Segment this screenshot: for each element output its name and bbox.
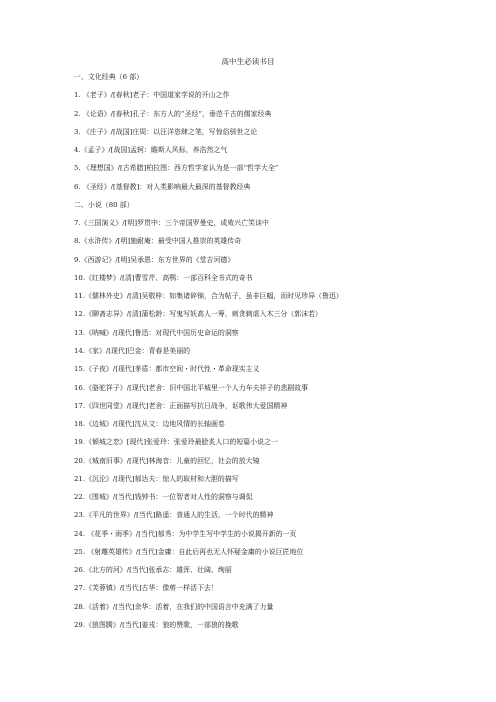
list-item: 14.《家》/[现代]巴金：青春是美丽的 xyxy=(74,346,191,355)
book-list xyxy=(74,72,494,638)
list-item: 5. 《理想国》/[古希腊]柏拉图：西方哲学家认为是一部“哲学大全” xyxy=(74,164,279,173)
list-item: 4.《孟子》/[战国]孟轲：瞻斯人风标，养浩然之气 xyxy=(74,146,228,155)
list-item: 16.《骆驼祥子》/[现代]老舍：旧中国北平城里一个人力车夫祥子的悲剧故事 xyxy=(74,383,309,392)
list-item: 8.《水浒传》/[明]施耐庵：最受中国人推崇的英雄传奇 xyxy=(74,237,242,246)
section-heading-novels: 二、小说（80 部） xyxy=(74,200,134,209)
list-item: 24. 《花季・雨季》/[当代]郁秀：为中学生写中学生的小说揭开新的一页 xyxy=(74,529,297,538)
list-item: 9.《西游记》/[明]吴承恩：东方世界的《堂吉诃德》 xyxy=(74,255,235,264)
list-item: 21.《沉沦》/[现代]郁达夫：惊人的取材和大胆的描写 xyxy=(74,474,239,483)
list-item: 27.《芙蓉镇》/[当代]古华：像剪一样活下去！ xyxy=(74,584,218,593)
list-item: 25. 《射雕英雄传》/[当代]金庸：自此后再也无人怀疑金庸的小说巨匠地位 xyxy=(74,547,304,556)
list-item: 7.《三国演义》/[明]罗贯中：三个帝国罗曼史，成败兴亡笑谈中 xyxy=(74,219,269,228)
list-item: 20.《城南旧事》/[现代]林海音：儿童的回忆，社会的放大镜 xyxy=(74,456,260,465)
page-title: 高中生必读书目 xyxy=(221,57,275,66)
list-item: 22.《围城》/[当代]钱钟书：一位智者对人性的洞察与调侃 xyxy=(74,493,253,502)
list-item: 12.《聊斋志异》/[清]蒲松龄：写鬼写妖高人一筹，刺贪刺虐入木三分（郭沫若） xyxy=(74,310,322,319)
list-item: 11.《儒林外史》/[清]吴敬梓：如集诸碎锦，合为帖子，虽非巨幅，而时见珍异（鲁迅） xyxy=(74,292,343,301)
list-item: 10.《红楼梦》/[清]曹雪芹、高鹗：一部百科全书式的奇书 xyxy=(74,273,253,282)
list-item: 28.《活着》/[当代]余华：活着，在我们的中国语言中充满了力量 xyxy=(74,602,274,611)
list-item: 17.《四世同堂》/[现代]老舍：正面描写抗日战争，讴歌伟大爱国精神 xyxy=(74,401,288,410)
section-heading-classics: 一、文化经典（6 部） xyxy=(74,73,144,81)
list-item: 23.《平凡的世界》/[当代]路遥：普通人的生活，一个时代的精神 xyxy=(74,511,274,520)
list-item: 29.《狼图腾》/[当代]姜戎：狼的赞歌，一部狼的挽歌 xyxy=(74,620,239,629)
list-item: 13.《呐喊》/[现代]鲁迅：对现代中国历史命运的洞察 xyxy=(74,328,239,337)
list-item: 3. 《庄子》/[战国]庄周：以汪洋恣肆之笔，写惊俗骇世之论 xyxy=(74,127,258,136)
list-item: 1. 《老子》/[春秋]老子：中国道家学说的开山之作 xyxy=(74,91,230,100)
list-item: 2. 《论语》/[春秋]孔子：东方人的“圣经”，垂范千古的儒家经典 xyxy=(74,109,272,118)
list-item: 6. 《圣经》/[基督教]：对人类影响最大最深的基督教经典 xyxy=(74,182,251,191)
list-item: 26.《北方的河》/[当代]张承志：雄浑、壮阔、绚丽 xyxy=(74,566,232,575)
list-item: 15.《子夜》/[现代]茅盾：都市空间・时代性・革命现实主义 xyxy=(74,365,260,374)
list-item: 18.《边城》/[现代]沈从文：边地风情的长轴画卷 xyxy=(74,420,225,429)
list-item: 19.《倾城之恋》[现代]张爱玲：张爱玲最脍炙人口的短篇小说之一 xyxy=(74,438,278,447)
